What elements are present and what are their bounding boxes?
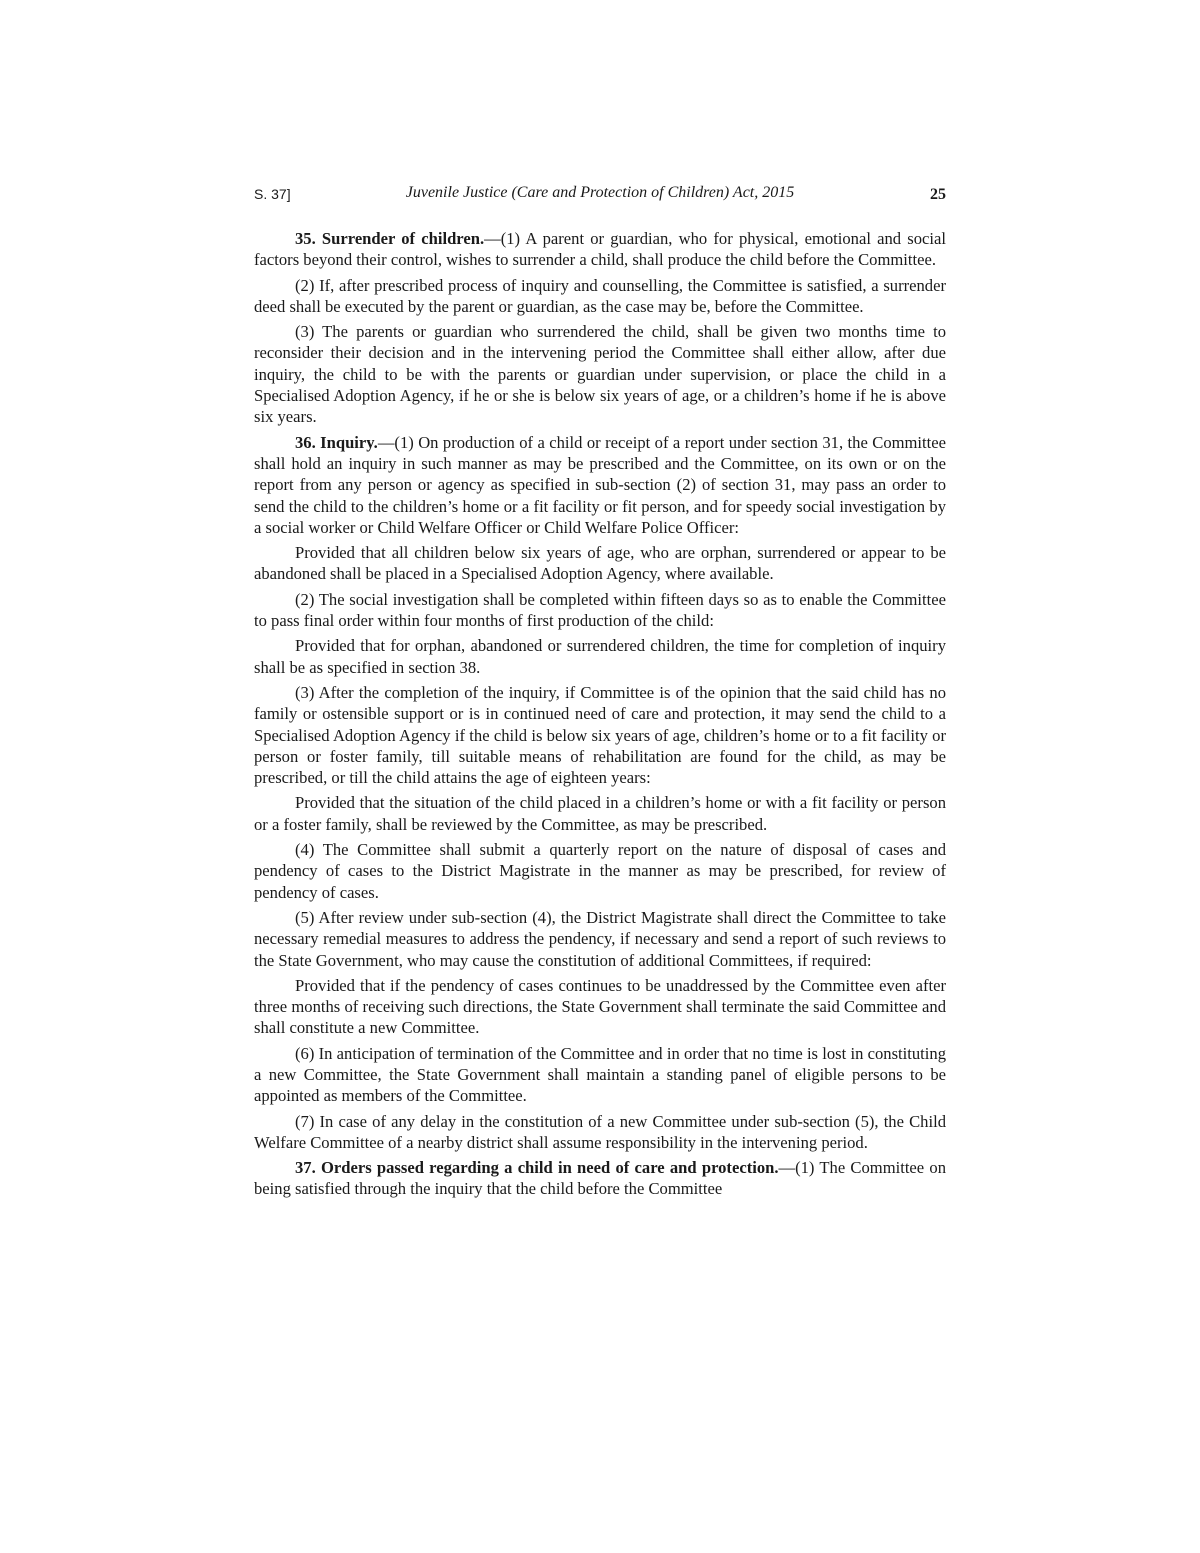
paragraph-text: —(1) On production of a child or receipt of a report under section 31, the Committee shall hold an inquiry in such manner as may be prescribed and the Committee, on its own or on the report from any person or agency as specified in sub-section (2) of section 31, may pass an order to send the child to the children’s home or a fit facility or fit person, and for speedy social investigation by a social worker or Child Welfare Officer or Child Welfare Police Officer:: [254, 432, 946, 537]
paragraph-text: (2) The social investigation shall be completed within fifteen days so as to enable the Committee to pass final order within four months of first production of the child:: [254, 589, 946, 631]
paragraph: [254, 635, 946, 678]
paragraph-text: (4) The Committee shall submit a quarterly report on the nature of disposal of cases and pendency of cases to the District Magistrate in the manner as may be prescribed, for review of pendency of cases.: [254, 840, 946, 902]
paragraph: [254, 542, 946, 585]
paragraph-text: —(1) A parent or guardian, who for physical, emotional and social factors beyond their control, wishes to surrender a child, shall produce the child before the Committee.: [254, 229, 946, 270]
paragraph: [254, 839, 946, 903]
paragraph: [254, 432, 946, 538]
act-title: Juvenile Justice (Care and Protection of Children) Act, 2015: [405, 184, 795, 201]
paragraph: [254, 275, 946, 318]
paragraph-text: (2) If, after prescribed process of inquiry and counselling, the Committee is satisfied, a surrender deed shall be executed by the parent or guardian, as the case may be, before the Committee.: [254, 275, 946, 316]
paragraph-text: (6) In anticipation of termination of the Committee and in order that no time is lost in constituting a new Committee, the State Government shall maintain a standing panel of eligible persons to be appointed as members of the Committee.: [254, 1043, 946, 1106]
paragraph: [254, 792, 946, 835]
paragraph: [254, 228, 946, 271]
paragraph: [254, 1043, 946, 1107]
paragraph-text: Provided that the situation of the child placed in a children’s home or with a fit facility or person or a foster family, shall be reviewed by the Committee, as may be prescribed.: [254, 793, 946, 834]
paragraph: [254, 975, 946, 1039]
paragraph-text: —(1) The Committee on being satisfied through the inquiry that the child before the Committee: [254, 1158, 946, 1199]
paragraph-text: (3) The parents or guardian who surrendered the child, shall be given two months time to reconsider their decision and in the intervening period the Committee shall either allow, after due inquiry, the child to be with the parents or guardian under supervision, or place the child in a Specialised Adoption Agency, if he or she is below six years of age, or a children’s home if he is above six years.: [254, 322, 946, 427]
paragraph: [254, 907, 946, 971]
section-reference: S. 37]: [254, 186, 291, 202]
page-number: 25: [930, 186, 946, 203]
paragraph-text: Provided that for orphan, abandoned or surrendered children, the time for completion of inquiry shall be as specified in section 38.: [254, 636, 946, 677]
paragraph-text: Provided that if the pendency of cases continues to be unaddressed by the Committee even after three months of receiving such directions, the State Government shall terminate the said Committee and shall constitute a new Committee.: [254, 975, 946, 1038]
running-header: [254, 184, 946, 212]
document-body: [254, 228, 946, 1200]
paragraph: [254, 1157, 946, 1200]
section-heading: 37. Orders passed regarding a child in need of care and protection.: [295, 1158, 779, 1178]
paragraph: [254, 321, 946, 427]
document-page: [254, 184, 946, 1204]
paragraph-text: (3) After the completion of the inquiry, if Committee is of the opinion that the said child has no family or ostensible support or is in continued need of care and protection, it may send the child to a Specialised Adoption Agency if the child is below six years of age, children’s home or to a fit facility or person or foster family, till suitable means of rehabilitation are found for the child, as may be prescribed, or till the child attains the age of eighteen years:: [254, 682, 946, 788]
section-heading: 35. Surrender of children.: [295, 229, 485, 248]
section-heading: 36. Inquiry.: [295, 432, 378, 452]
paragraph: [254, 1111, 946, 1154]
paragraph: [254, 589, 946, 632]
paragraph-text: (5) After review under sub-section (4), the District Magistrate shall direct the Committee to take necessary remedial measures to address the pendency, if necessary and send a report of such reviews to the State Government, who may cause the constitution of additional Committees, if required:: [254, 907, 946, 970]
paragraph-text: (7) In case of any delay in the constitution of a new Committee under sub-section (5), the Child Welfare Committee of a nearby district shall assume responsibility in the intervening period.: [254, 1111, 946, 1152]
paragraph-text: Provided that all children below six years of age, who are orphan, surrendered or appear to be abandoned shall be placed in a Specialised Adoption Agency, where available.: [254, 543, 946, 584]
paragraph: [254, 682, 946, 788]
